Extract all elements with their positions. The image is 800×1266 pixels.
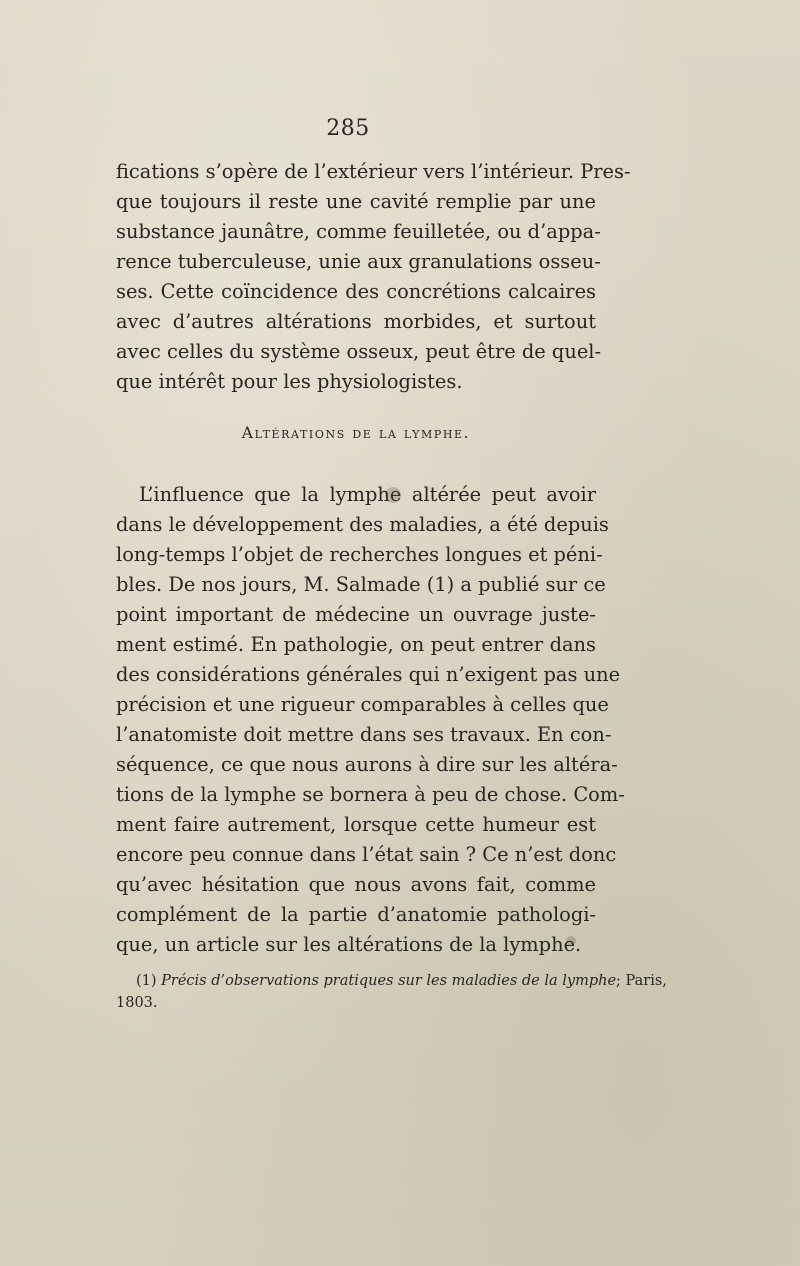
text-line: l’anatomiste doit mettre dans ses travaux. En con- [116,723,612,746]
text-line: ses. Cette coïncidence des concrétions calcaires [116,280,596,303]
text-line: séquence, ce que nous aurons à dire sur les altéra- [116,753,618,776]
text-line: tions de la lymphe se bornera à peu de chose. Com- [116,783,625,806]
text-line: substance jaunâtre, comme feuilletée, ou d’appa- [116,220,601,243]
text-line: rence tuberculeuse, unie aux granulations osseu- [116,250,601,273]
text-line: point important de médecine un ouvrage juste- [116,603,596,626]
ink-smudge [385,487,401,503]
text-line: avec d’autres altérations morbides, et surtout [116,310,596,333]
page-number: 285 [326,116,370,141]
paragraph-1 [116,157,631,397]
text-line: long-temps l’objet de recherches longues et péni- [116,543,603,566]
footnote-line [116,970,667,992]
text-line: fications s’opère de l’extérieur vers l’intérieur. Pres- [116,160,631,183]
text-line: que, un article sur les altérations de la lymphe. [116,933,582,956]
footnote-year: 1803. [116,995,158,1011]
text-line: que toujours il reste une cavité remplie par une [116,190,596,213]
text-line: dans le développement des maladies, a été depuis [116,513,609,536]
text-line: encore peu connue dans l’état sain ? Ce n’est donc [116,843,617,866]
text-line: avec celles du système osseux, peut être de quel- [116,340,602,363]
text-line: ment faire autrement, lorsque cette humeur est [116,813,596,836]
footnote [116,970,667,1014]
text-line: L’influence que la lymphe altérée peut avoir [139,483,596,506]
text-line: complément de la partie d’anatomie pathologi- [116,903,596,926]
text-line: bles. De nos jours, M. Salmade (1) a publié sur ce [116,573,606,596]
ink-smudge [566,936,576,946]
footnote-marker: (1) [136,973,157,989]
footnote-place: ; Paris, [616,973,667,989]
text-line: ment estimé. En pathologie, on peut entrer dans [116,633,596,656]
text-line: que intérêt pour les physiologistes. [116,370,463,393]
section-heading: Altérations de la lymphe. [241,424,471,442]
paragraph-2 [116,480,625,960]
text-line: des considérations générales qui n’exigent pas une [116,663,621,686]
text-line: précision et une rigueur comparables à celles que [116,693,609,716]
text-line: qu’avec hésitation que nous avons fait, comme [116,873,596,896]
footnote-title: Précis d’observations pratiques sur les maladies de la lymphe [161,973,617,989]
